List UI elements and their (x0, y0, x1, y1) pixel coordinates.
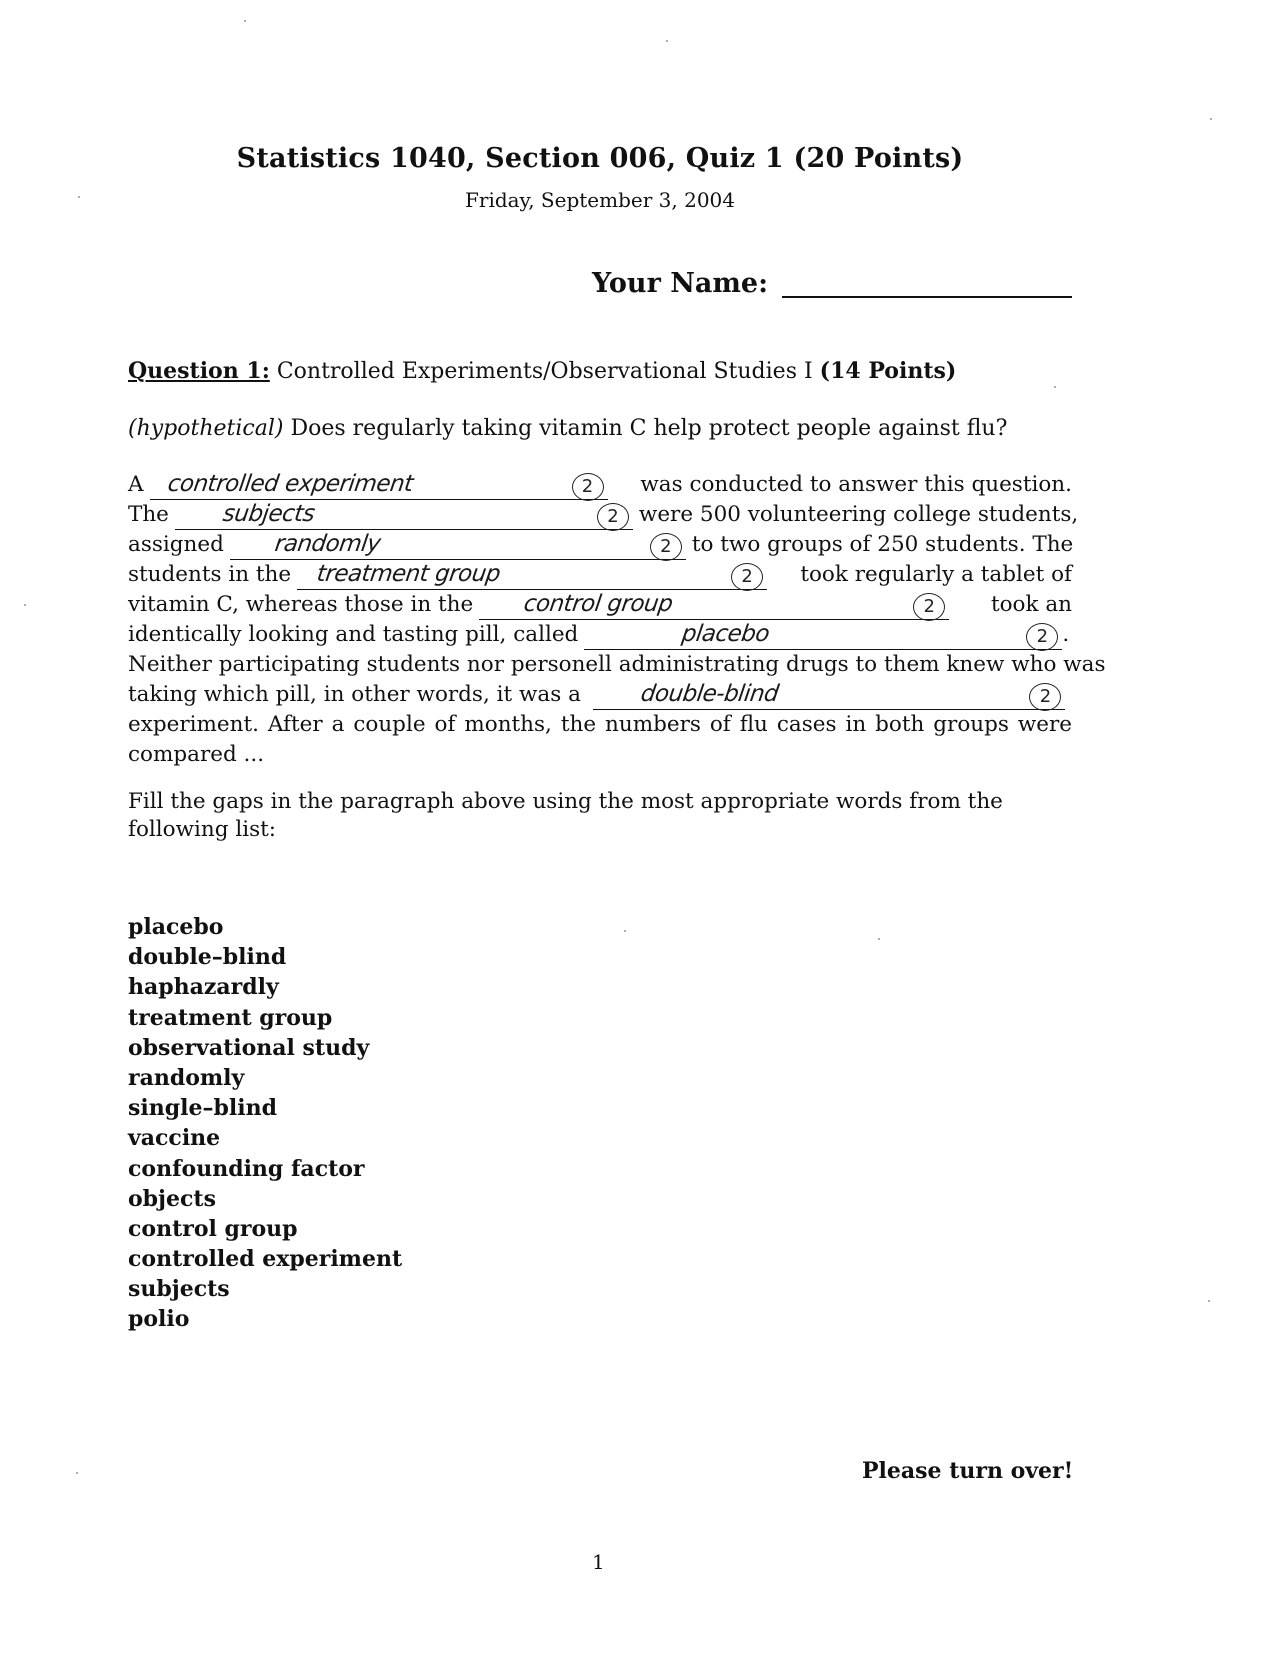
word-list-item: randomly (128, 1064, 245, 1091)
line-text: vitamin C, whereas those in the (128, 592, 474, 617)
paragraph-line (128, 560, 1072, 590)
score-circle: 2 (597, 503, 629, 531)
line-text: compared ... (128, 742, 265, 767)
word-list-item: single–blind (128, 1095, 277, 1122)
word-list-item: double–blind (128, 944, 287, 971)
line-text: The (128, 502, 169, 527)
line-text: experiment. After a couple of months, the numbers of flu cases in both groups were (128, 712, 1072, 737)
paragraph-line (128, 740, 1072, 770)
paragraph-line (128, 620, 1072, 650)
name-field[interactable] (782, 296, 1072, 298)
word-list-item: vaccine (128, 1125, 221, 1152)
word-list-item: objects (128, 1185, 216, 1212)
scan-speck (1208, 1300, 1210, 1302)
quiz-date: Friday, September 3, 2004 (465, 188, 735, 212)
line-text: assigned (128, 532, 224, 557)
line-text: to two groups of 250 students. The (691, 532, 1074, 557)
answer-blank[interactable] (297, 563, 767, 590)
question-heading (128, 358, 956, 384)
line-text: identically looking and tasting pill, called (128, 622, 579, 647)
question-topic: Controlled Experiments/Observational Studies I (269, 359, 820, 384)
paragraph-line (128, 710, 1072, 740)
score-circle: 2 (650, 533, 682, 561)
scan-speck (878, 938, 880, 940)
word-list-item: subjects (128, 1276, 230, 1303)
handwritten-answer: double-blind (639, 681, 781, 707)
word-list-item: control group (128, 1215, 298, 1242)
turn-over-note: Please turn over! (862, 1458, 1074, 1484)
line-text: students in the (128, 562, 292, 587)
scan-speck (78, 196, 80, 198)
name-label: Your Name: (592, 268, 769, 299)
line-text: taking which pill, in other words, it was a (128, 682, 581, 707)
word-list-item: controlled experiment (128, 1246, 403, 1273)
paragraph-line (128, 590, 1072, 620)
fill-in-paragraph (128, 470, 1106, 770)
line-text: A (128, 472, 144, 497)
scan-speck (666, 40, 668, 42)
prompt-text: Does regularly taking vitamin C help protect people against flu? (283, 416, 1008, 441)
score-circle: 2 (1029, 683, 1061, 711)
line-text: was conducted to answer this question. (640, 472, 1072, 497)
handwritten-answer: placebo (680, 621, 772, 647)
handwritten-answer: control group (522, 591, 675, 617)
scan-speck (1054, 386, 1056, 388)
word-list-item: haphazardly (128, 974, 279, 1001)
instructions: Fill the gaps in the paragraph above using the most appropriate words from the following list: (128, 789, 1003, 842)
line-text: took regularly a tablet of (800, 562, 1072, 587)
score-circle: 2 (572, 473, 604, 501)
word-list-item: confounding factor (128, 1155, 365, 1182)
paragraph-line (128, 530, 1072, 560)
score-circle: 2 (1026, 623, 1058, 651)
scan-speck (244, 20, 246, 22)
answer-blank[interactable] (479, 593, 949, 620)
page-number: 1 (592, 1550, 605, 1574)
scan-speck (24, 604, 26, 606)
answer-blank[interactable] (175, 503, 633, 530)
line-text: . (1062, 622, 1070, 647)
quiz-title: Statistics 1040, Section 006, Quiz 1 (20 Points) (236, 143, 964, 174)
line-text: Neither participating students nor personell administrating drugs to them knew who was (128, 652, 1106, 677)
handwritten-answer: randomly (273, 531, 382, 557)
score-circle: 2 (913, 593, 945, 621)
word-list-item: treatment group (128, 1004, 333, 1031)
scan-speck (624, 930, 626, 932)
handwritten-answer: treatment group (315, 561, 502, 587)
word-list-item: placebo (128, 914, 224, 940)
answer-blank[interactable] (150, 473, 608, 500)
scan-speck (1210, 118, 1212, 120)
answer-blank[interactable] (593, 683, 1065, 710)
scan-speck (76, 1472, 78, 1474)
word-list (128, 912, 402, 1335)
answer-blank[interactable] (584, 623, 1062, 650)
hypothetical-tag: (hypothetical) (128, 416, 284, 441)
word-list-item: polio (128, 1306, 190, 1333)
paragraph-line (128, 470, 1072, 500)
line-text: were 500 volunteering college students, (638, 502, 1079, 527)
word-list-item: observational study (128, 1034, 370, 1061)
question-label: Question 1: (128, 358, 270, 384)
question-points: (14 Points) (819, 358, 957, 384)
paragraph-line (128, 500, 1079, 530)
paragraph-line (128, 650, 1106, 680)
handwritten-answer: subjects (221, 501, 317, 527)
line-text: took an (990, 592, 1072, 617)
score-circle: 2 (731, 563, 763, 591)
question-prompt (128, 416, 1007, 441)
answer-blank[interactable] (230, 533, 686, 560)
paragraph-line (128, 680, 1072, 710)
handwritten-answer: controlled experiment (165, 471, 415, 497)
